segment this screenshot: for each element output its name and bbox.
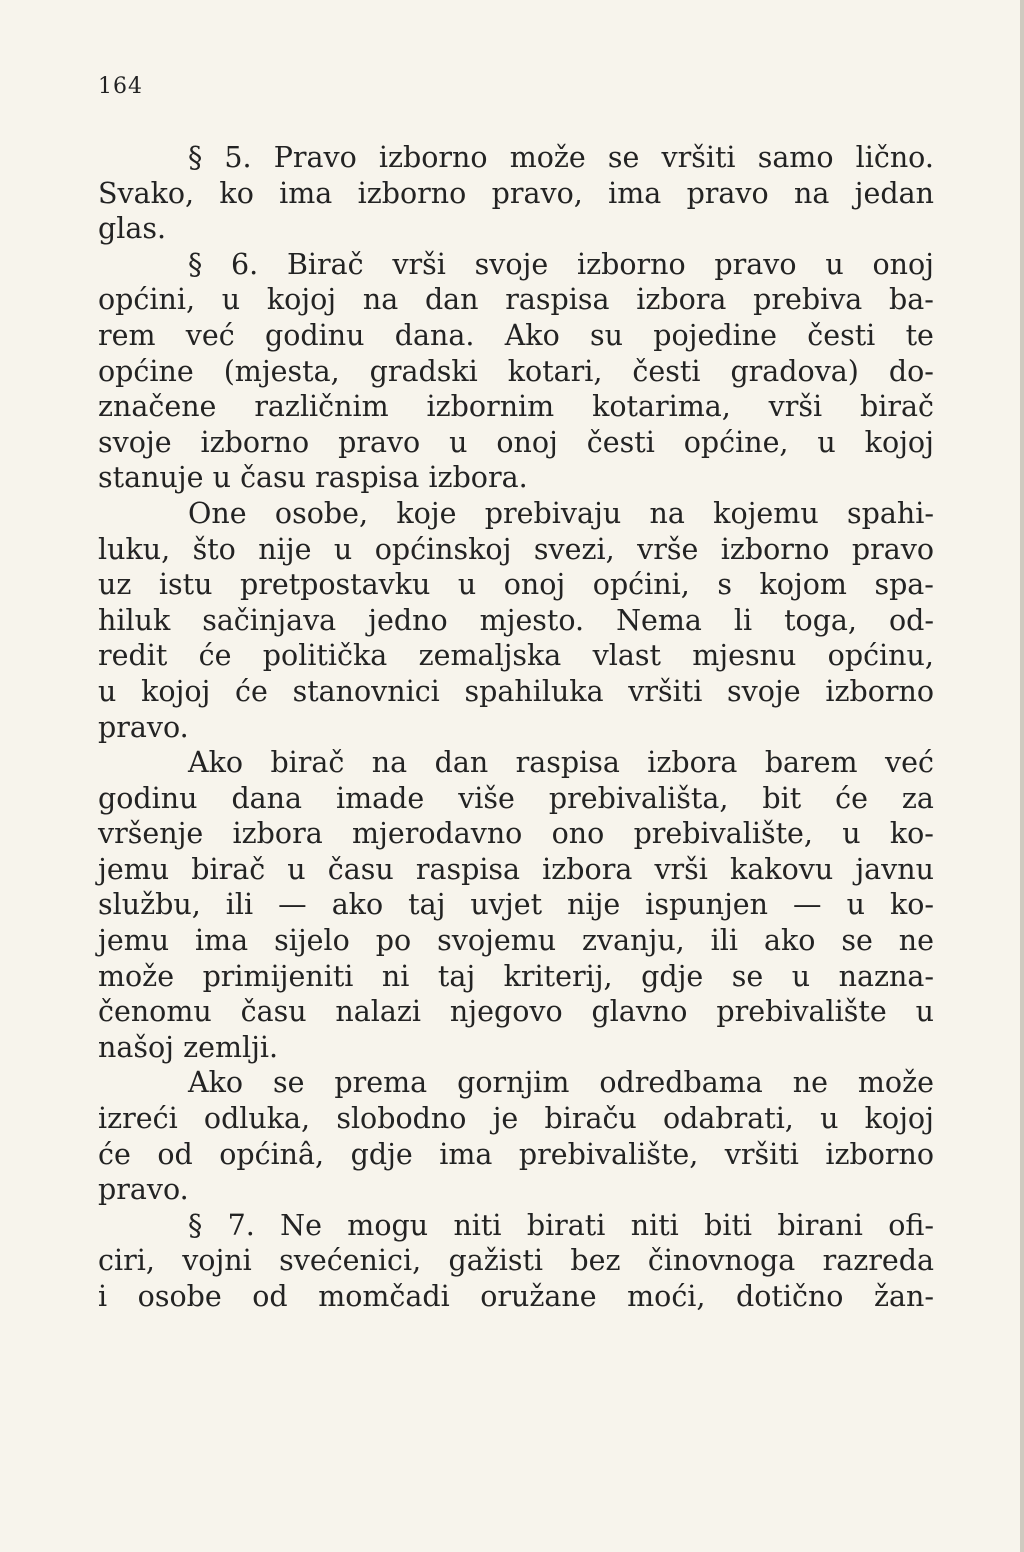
- word: može: [509, 141, 586, 174]
- word: odabrati,: [662, 1102, 794, 1136]
- text-line: [98, 354, 934, 390]
- word: ili: [225, 888, 254, 922]
- text-line: [98, 781, 934, 817]
- word: (mjesta,: [223, 354, 340, 388]
- word: ko-: [889, 817, 934, 851]
- word: sijelo: [274, 924, 350, 958]
- word: gdje: [641, 959, 704, 993]
- word: času: [240, 995, 307, 1029]
- word: zemaljska: [418, 639, 562, 673]
- word: uz: [98, 568, 132, 602]
- word: Ne: [280, 1208, 322, 1242]
- word: značene: [98, 390, 217, 424]
- page-edge-shadow: [1020, 0, 1024, 1552]
- word: niti: [453, 1208, 502, 1242]
- word: kojemu: [713, 496, 819, 530]
- word: će: [235, 674, 268, 708]
- word: bit: [762, 781, 802, 815]
- word: vršenje: [98, 817, 204, 851]
- word: svezi,: [533, 532, 615, 566]
- word: izbora: [647, 746, 738, 780]
- word: lično.: [855, 141, 934, 174]
- text-line: [98, 994, 934, 1030]
- word: One: [188, 496, 247, 530]
- word: nije: [567, 888, 621, 922]
- word: odluka,: [203, 1102, 311, 1136]
- word: vršiti: [661, 141, 736, 174]
- word: općinskoj: [374, 532, 512, 566]
- word: više: [458, 781, 515, 815]
- word: birač: [860, 390, 934, 424]
- word: od: [252, 1280, 288, 1313]
- word: primijeniti: [202, 959, 354, 993]
- word: onoj: [872, 247, 934, 281]
- word: odredbama: [599, 1066, 763, 1100]
- word: česti: [586, 425, 655, 459]
- word: u: [449, 425, 468, 459]
- word: općini,: [592, 568, 690, 602]
- word: za: [901, 781, 934, 815]
- word: pravo: [686, 176, 769, 210]
- word: pravo,: [491, 176, 583, 210]
- word: mjesnu: [692, 639, 797, 673]
- word: Nema: [616, 603, 702, 637]
- word: u: [98, 674, 117, 708]
- word: koje: [396, 496, 457, 530]
- word: razreda: [822, 1244, 934, 1278]
- text-line: [98, 603, 934, 639]
- word: ili: [710, 924, 739, 958]
- word: čenomu: [98, 995, 212, 1029]
- word: se: [272, 1066, 305, 1100]
- word: ima: [279, 176, 333, 210]
- word: u: [846, 888, 865, 922]
- word: jedno: [368, 603, 448, 637]
- word: vrši: [768, 390, 823, 424]
- word: izborno: [825, 674, 934, 708]
- word: spa-: [874, 568, 934, 602]
- word: izreći: [98, 1102, 178, 1136]
- word: česti: [807, 318, 876, 352]
- word: kojoj: [864, 1102, 934, 1136]
- word: prebivaju: [484, 496, 622, 530]
- text-line: [98, 852, 934, 888]
- word: izborno: [720, 532, 830, 566]
- text-line: [98, 1279, 934, 1315]
- word: je: [492, 1102, 519, 1136]
- word: ofi-: [888, 1208, 934, 1242]
- text-line: [98, 816, 934, 852]
- word: vrši: [392, 247, 446, 281]
- word: niti: [630, 1208, 679, 1242]
- word: vrši: [654, 852, 708, 886]
- word: §: [188, 247, 203, 281]
- text-line: [98, 282, 934, 318]
- word: općinâ,: [219, 1137, 325, 1171]
- word: jemu: [98, 924, 170, 958]
- word: luku,: [98, 532, 171, 566]
- word: vrše: [637, 532, 699, 566]
- word: vojni: [182, 1244, 252, 1278]
- word: prema: [334, 1066, 428, 1100]
- word: dana.: [394, 318, 475, 352]
- word: zvanju,: [582, 924, 685, 958]
- word: ba-: [889, 283, 934, 317]
- text-line: [98, 674, 934, 710]
- word: ni: [381, 959, 410, 993]
- word: ima: [608, 176, 662, 210]
- word: do-: [888, 354, 934, 388]
- body-text: [98, 140, 934, 1315]
- word: gradova): [730, 354, 859, 388]
- word: su: [590, 318, 623, 352]
- word: vlast: [592, 639, 661, 673]
- word: imade: [335, 781, 425, 815]
- word: nije: [258, 532, 312, 566]
- word: ciri,: [98, 1244, 155, 1278]
- word: u: [825, 247, 844, 281]
- word: ko-: [889, 888, 934, 922]
- word: taj: [437, 959, 476, 993]
- word: službu,: [98, 888, 201, 922]
- word: našoj: [98, 1030, 174, 1064]
- word: kotarima,: [592, 390, 731, 424]
- word: mogu: [347, 1208, 429, 1242]
- word: gradski: [369, 354, 478, 388]
- word: izbora: [542, 852, 633, 886]
- text-line: [98, 710, 934, 746]
- word: u: [791, 959, 811, 993]
- word: već: [185, 318, 235, 352]
- word: ako: [763, 924, 816, 958]
- word: §: [188, 141, 203, 174]
- text-line: [98, 1030, 934, 1066]
- word: samo: [757, 141, 834, 174]
- word: na: [371, 746, 408, 780]
- word: u: [221, 283, 241, 317]
- word: što: [192, 532, 236, 566]
- text-line: [98, 959, 934, 995]
- word: biraču: [544, 1102, 637, 1136]
- text-line: [98, 1137, 934, 1173]
- word: izborno: [200, 425, 310, 459]
- word: s: [717, 568, 732, 602]
- word: Pravo: [273, 141, 357, 174]
- word: kojoj: [864, 425, 934, 459]
- page-number: 164: [98, 74, 143, 99]
- text-line: [98, 176, 934, 212]
- word: dotično: [736, 1280, 844, 1313]
- word: činovnoga: [647, 1244, 796, 1278]
- word: na: [649, 496, 685, 530]
- word: spahiluka: [464, 674, 604, 708]
- word: svoje: [474, 247, 549, 281]
- word: stanuje: [98, 461, 204, 495]
- word: će: [198, 639, 232, 673]
- word: kojom: [759, 568, 847, 602]
- word: žan-: [874, 1280, 934, 1313]
- text-line: [98, 1243, 934, 1279]
- word: u: [915, 995, 934, 1029]
- word: nazna-: [838, 959, 934, 993]
- text-line: [98, 923, 934, 959]
- word: ispunjen: [645, 888, 769, 922]
- word: Svako,: [98, 176, 195, 210]
- word: te: [905, 318, 934, 352]
- word: u: [212, 461, 231, 495]
- word: njegovo: [449, 995, 563, 1029]
- word: izbora: [636, 283, 727, 317]
- word: jedan: [854, 176, 934, 210]
- word: izbora: [232, 817, 323, 851]
- word: će: [835, 781, 868, 815]
- word: izborno: [825, 1137, 934, 1171]
- word: u: [457, 568, 477, 602]
- word: kriterij,: [503, 959, 613, 993]
- word: kojoj: [141, 674, 211, 708]
- word: na: [794, 176, 830, 210]
- text-line: [98, 1065, 934, 1101]
- word: slobodno: [336, 1102, 467, 1136]
- text-line: [98, 318, 934, 354]
- word: oružane: [480, 1280, 597, 1313]
- word: može: [98, 959, 175, 993]
- word: raspisa: [315, 461, 420, 495]
- word: općini,: [98, 283, 196, 317]
- word: sačinjava: [202, 603, 337, 637]
- word: kotari,: [507, 354, 603, 388]
- text-line: [98, 532, 934, 568]
- word: stanovnici: [292, 674, 440, 708]
- text-line: [98, 389, 934, 425]
- word: birač: [191, 852, 266, 886]
- word: od-: [888, 603, 934, 637]
- word: pravo: [338, 425, 421, 459]
- word: osobe: [137, 1280, 222, 1313]
- word: Birač: [286, 247, 364, 281]
- text-line: [98, 247, 934, 283]
- word: od: [157, 1137, 193, 1171]
- word: gažisti: [448, 1244, 544, 1278]
- word: svoje: [727, 674, 801, 708]
- word: —: [278, 888, 307, 922]
- word: bez: [570, 1244, 621, 1278]
- word: toga,: [784, 603, 857, 637]
- word: pravo.: [98, 1173, 189, 1207]
- word: Ako: [188, 1066, 244, 1100]
- word: raspisa: [505, 283, 610, 317]
- word: ono: [551, 817, 605, 851]
- word: redit: [98, 639, 168, 673]
- word: godinu: [98, 781, 198, 815]
- word: zemlji.: [183, 1030, 279, 1064]
- word: mjesto.: [479, 603, 585, 637]
- word: će: [98, 1137, 131, 1171]
- word: §: [188, 1208, 203, 1242]
- word: pretpostavku: [239, 568, 431, 602]
- word: dan: [434, 746, 489, 780]
- word: ima: [439, 1137, 493, 1171]
- word: —: [793, 888, 822, 922]
- word: glavno: [591, 995, 688, 1029]
- word: prebiva: [753, 283, 863, 317]
- word: se: [607, 141, 640, 174]
- text-line: [98, 211, 934, 247]
- word: barem: [764, 746, 858, 780]
- word: dan: [424, 283, 479, 317]
- word: uvjet: [470, 888, 543, 922]
- word: raspisa: [415, 852, 521, 886]
- word: gornjim: [457, 1066, 570, 1100]
- word: ima: [195, 924, 249, 958]
- word: pojedine: [653, 318, 777, 352]
- word: Ako: [188, 746, 244, 780]
- word: 6.: [231, 247, 259, 281]
- word: u: [820, 1102, 839, 1136]
- word: moći,: [627, 1280, 706, 1313]
- word: različnim: [254, 390, 389, 424]
- word: času: [240, 461, 306, 495]
- word: u: [817, 425, 836, 459]
- word: spahi-: [847, 496, 934, 530]
- word: kakovu: [730, 852, 834, 886]
- word: vršiti: [628, 674, 703, 708]
- word: na: [362, 283, 399, 317]
- word: pravo.: [98, 710, 189, 744]
- word: birač: [270, 746, 345, 780]
- text-line: [98, 887, 934, 923]
- text-line: [98, 638, 934, 674]
- word: ne: [898, 924, 934, 958]
- word: momčadi: [318, 1280, 450, 1313]
- word: onoj: [503, 568, 566, 602]
- word: izborno: [357, 176, 467, 210]
- word: godinu: [265, 318, 365, 352]
- word: Ako: [504, 318, 560, 352]
- word: prebivalište: [716, 995, 887, 1029]
- word: i: [98, 1280, 108, 1313]
- word: biti: [704, 1208, 753, 1242]
- word: 5.: [224, 141, 252, 174]
- word: mjerodavno: [351, 817, 523, 851]
- word: u: [333, 532, 353, 566]
- word: izbora.: [428, 461, 528, 495]
- word: dana: [231, 781, 303, 815]
- word: glas.: [98, 212, 167, 246]
- word: svoje: [98, 425, 172, 459]
- word: može: [857, 1066, 934, 1100]
- word: svojemu: [437, 924, 557, 958]
- word: izbornim: [426, 390, 555, 424]
- text-line: [98, 1101, 934, 1137]
- word: hiluk: [98, 603, 171, 637]
- word: vršiti: [724, 1137, 799, 1171]
- word: birati: [526, 1208, 606, 1242]
- text-line: [98, 140, 934, 176]
- text-line: [98, 1172, 934, 1208]
- word: već: [885, 746, 934, 780]
- word: po: [375, 924, 412, 958]
- word: politička: [262, 639, 388, 673]
- word: se: [841, 924, 873, 958]
- word: izborno: [378, 141, 488, 174]
- word: 7.: [227, 1208, 255, 1242]
- word: u: [842, 817, 861, 851]
- word: onoj: [496, 425, 558, 459]
- word: istu: [158, 568, 213, 602]
- word: raspisa: [515, 746, 620, 780]
- text-line: [98, 1208, 934, 1244]
- word: pravo: [714, 247, 797, 281]
- word: općine: [98, 354, 194, 388]
- word: kojoj: [266, 283, 337, 317]
- word: ako: [331, 888, 384, 922]
- word: li: [733, 603, 753, 637]
- word: gdje: [350, 1137, 413, 1171]
- text-line: [98, 745, 934, 781]
- word: birani: [777, 1208, 863, 1242]
- word: jemu: [98, 852, 170, 886]
- word: rem: [98, 318, 156, 352]
- word: pravo: [851, 532, 934, 566]
- word: nalazi: [335, 995, 422, 1029]
- word: prebivališta,: [548, 781, 729, 815]
- word: javnu: [855, 852, 934, 886]
- word: ne: [792, 1066, 828, 1100]
- text-line: [98, 567, 934, 603]
- word: izborno: [576, 247, 686, 281]
- word: česti: [632, 354, 701, 388]
- word: osobe,: [274, 496, 369, 530]
- word: prebivalište,: [518, 1137, 699, 1171]
- word: ko: [219, 176, 254, 210]
- word: općine,: [683, 425, 789, 459]
- text-line: [98, 425, 934, 461]
- word: prebivalište,: [633, 817, 813, 851]
- word: u: [287, 852, 306, 886]
- text-line: [98, 496, 934, 532]
- text-line: [98, 460, 934, 496]
- word: svećenici,: [279, 1244, 422, 1278]
- word: općinu,: [827, 639, 934, 673]
- word: se: [731, 959, 764, 993]
- word: času: [327, 852, 394, 886]
- word: taj: [408, 888, 446, 922]
